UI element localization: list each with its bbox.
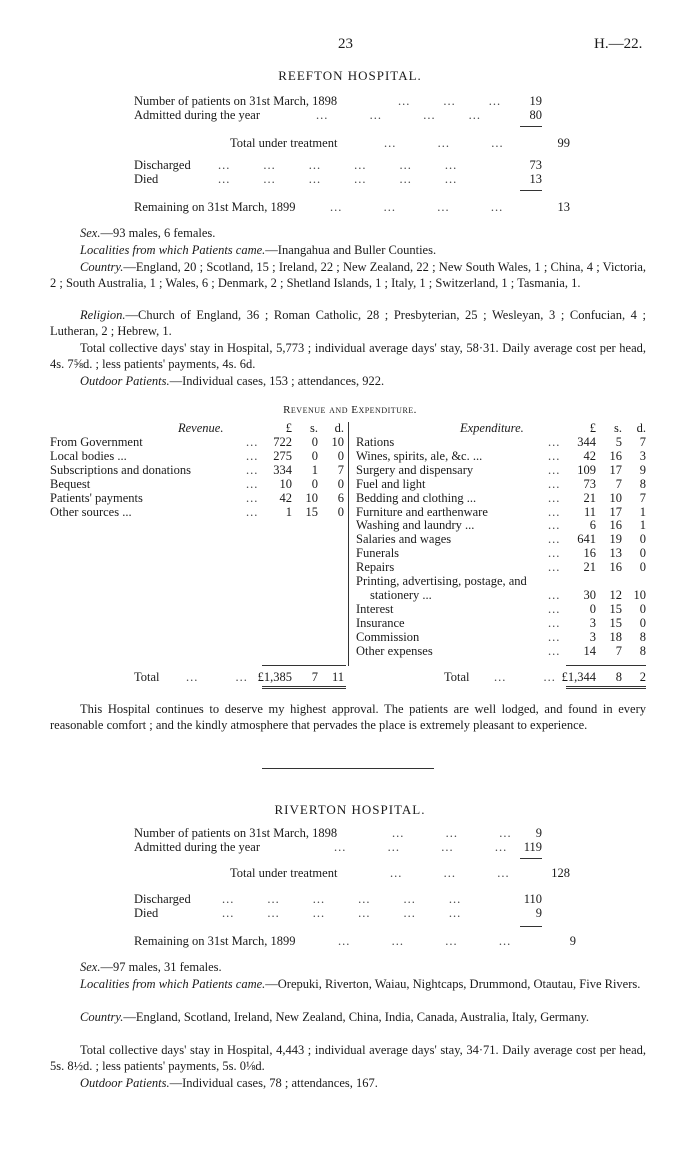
riverton-stay: Total collective days' stay in Hospital, 4,443 ; individual average days' stay, 34·71. Daily average cost per head, 5s. 8½d. ; less patients' payments, 5s. 0⅛d. xyxy=(50,1043,646,1073)
revenue-row-shillings: 0 xyxy=(311,435,318,449)
revenue-row-pounds: 1 xyxy=(285,504,292,519)
reefton-remark: This Hospital continues to deserve my highest approval. The patients are well lodged, and found in every reasonable comfort ; and the kindly atmosphere that pervades the place is extremely pleasant to experience. xyxy=(50,702,646,732)
reefton-patients-start: 19 xyxy=(529,94,542,108)
riverton-died-label: Died xyxy=(134,906,159,920)
expenditure-total-shillings: 8 xyxy=(615,670,622,684)
revenue-row-shillings: 10 xyxy=(305,490,318,505)
expenditure-row-pence: 0 xyxy=(639,532,646,547)
expenditure-row-label: Wines, spirits, ale, &c. ... xyxy=(356,448,483,463)
reefton-discharged-label: Discharged xyxy=(134,158,191,172)
revenue-col-pence: d. xyxy=(334,421,344,435)
revenue-row-pence: 7 xyxy=(337,462,344,477)
expenditure-row-shillings: 7 xyxy=(615,643,622,658)
riverton-admitted-label: Admitted during the year xyxy=(134,840,261,854)
expenditure-row-label: stationery ... xyxy=(370,587,432,602)
reefton-stay: Total collective days' stay in Hospital, 5,773 ; individual average days' stay, 58·31. Daily average cost per head, 4s. 7⅝d. ; less patients' payments, 4s. 6d. xyxy=(50,341,646,371)
expenditure-heading: Expenditure. xyxy=(460,421,524,435)
expenditure-row-pence: 3 xyxy=(639,448,646,463)
expenditure-row-pounds: 3 xyxy=(589,629,596,644)
expenditure-row-shillings: 12 xyxy=(609,587,622,602)
rev-exp-title: Revenue and Expenditure. xyxy=(283,404,417,416)
page-number: 23 xyxy=(338,36,353,52)
expenditure-row-pence: 8 xyxy=(639,629,646,644)
expenditure-row-pounds: 6 xyxy=(589,518,596,533)
reefton-localities: Localities from which Patients came.—Inangahua and Buller Counties. xyxy=(80,243,437,257)
revenue-row-pounds: 10 xyxy=(279,476,292,491)
expenditure-row-shillings: 16 xyxy=(609,560,622,575)
expenditure-row-pence: 10 xyxy=(633,587,646,602)
riverton-title: RIVERTON HOSPITAL. xyxy=(274,802,426,817)
riverton-outdoor: Outdoor Patients.—Individual cases, 78 ; attendances, 167. xyxy=(80,1076,378,1090)
expenditure-row-pounds: 14 xyxy=(583,643,596,658)
reefton-patients-start-label: Number of patients on 31st March, 1898 xyxy=(134,94,338,108)
expenditure-row-pence: 9 xyxy=(639,462,646,477)
reefton-died-label: Died xyxy=(134,172,159,186)
expenditure-row-pence: 0 xyxy=(639,560,646,575)
expenditure-row-label: Repairs xyxy=(356,560,395,575)
revenue-total-pence: 11 xyxy=(331,670,344,684)
revenue-row-shillings: 0 xyxy=(311,448,318,463)
revenue-row-label: Subscriptions and donations xyxy=(50,462,191,477)
reefton-admitted: 80 xyxy=(529,108,542,122)
expenditure-row-label: Interest xyxy=(356,601,394,616)
riverton-sex: Sex.—97 males, 31 females. xyxy=(80,960,222,974)
expenditure-row-pence: 1 xyxy=(639,518,646,533)
expenditure-row-pence: 7 xyxy=(639,490,646,505)
expenditure-row-shillings: 15 xyxy=(609,601,622,616)
riverton-localities: Localities from which Patients came.—Orepuki, Riverton, Waiau, Nightcaps, Drummond, Otautau, Five Rivers. xyxy=(80,977,641,991)
expenditure-total-pounds: £1,344 xyxy=(561,670,596,684)
expenditure-row-label: Washing and laundry ... xyxy=(356,518,475,533)
expenditure-row-label: Commission xyxy=(356,629,420,644)
revenue-total-shillings: 7 xyxy=(311,670,318,684)
expenditure-row-pounds: 21 xyxy=(583,490,596,505)
expenditure-row-label: Other expenses xyxy=(356,643,433,658)
revenue-col-pounds: £ xyxy=(285,421,292,435)
expenditure-row-pounds: 344 xyxy=(577,435,596,449)
expenditure-row-pounds: 109 xyxy=(577,462,596,477)
expenditure-row-pounds: 21 xyxy=(583,560,596,575)
expenditure-row-shillings: 13 xyxy=(609,546,622,561)
section-divider xyxy=(262,768,434,769)
riverton-total: 128 xyxy=(551,866,570,880)
expenditure-row-shillings: 16 xyxy=(609,518,622,533)
expenditure-row-pence: 1 xyxy=(639,504,646,519)
expenditure-row-pence: 8 xyxy=(639,643,646,658)
riverton-discharged: 110 xyxy=(523,892,542,906)
expenditure-row-pounds: 42 xyxy=(583,448,596,463)
revenue-total-pounds: £1,385 xyxy=(257,670,292,684)
reefton-sex: Sex.—93 males, 6 females. xyxy=(80,226,216,240)
expenditure-row-shillings: 16 xyxy=(609,448,622,463)
expenditure-row-shillings: 17 xyxy=(609,462,622,477)
reefton-remaining-label: Remaining on 31st March, 1899 xyxy=(134,200,296,214)
reefton-died: 13 xyxy=(529,172,542,186)
expenditure-row-label: Furniture and earthenware xyxy=(356,504,488,519)
revenue-total-label: Total xyxy=(134,670,160,684)
expenditure-row-label: Funerals xyxy=(356,546,400,561)
riverton-discharged-label: Discharged xyxy=(134,892,191,906)
expenditure-row-pounds: 73 xyxy=(583,476,596,491)
reefton-discharged: 73 xyxy=(529,158,542,172)
expenditure-col-pence: d. xyxy=(636,421,646,435)
expenditure-total-label: Total xyxy=(444,670,470,684)
riverton-country: Country.—England, Scotland, Ireland, New Zealand, China, India, Canada, Australia, Italy, Germany. xyxy=(80,1010,590,1024)
revenue-row-pence: 0 xyxy=(337,448,344,463)
revenue-row-shillings: 15 xyxy=(305,504,318,519)
expenditure-row-label: Surgery and dispensary xyxy=(356,462,474,477)
revenue-row-pounds: 722 xyxy=(273,435,292,449)
riverton-total-label: Total under treatment xyxy=(230,866,338,880)
expenditure-row-pence: 0 xyxy=(639,615,646,630)
revenue-row-pence: 10 xyxy=(331,435,344,449)
expenditure-row-pounds: 641 xyxy=(577,532,596,547)
document-reference: H.—22. xyxy=(594,36,643,52)
reefton-total: 99 xyxy=(557,136,570,150)
expenditure-row-shillings: 5 xyxy=(615,435,622,449)
expenditure-col-pounds: £ xyxy=(589,421,596,435)
revenue-row-label: From Government xyxy=(50,435,143,449)
riverton-died: 9 xyxy=(535,906,542,920)
reefton-total-label: Total under treatment xyxy=(230,136,338,150)
expenditure-row-label: Fuel and light xyxy=(356,476,426,491)
expenditure-row-label: Insurance xyxy=(356,615,405,630)
expenditure-row-pence: 7 xyxy=(639,435,646,449)
riverton-patients-start-label: Number of patients on 31st March, 1898 xyxy=(134,826,338,840)
riverton-patients-start: 9 xyxy=(535,826,542,840)
expenditure-row-label: Rations xyxy=(356,435,395,449)
expenditure-row-shillings: 18 xyxy=(609,629,622,644)
riverton-remaining-label: Remaining on 31st March, 1899 xyxy=(134,934,296,948)
expenditure-row-pence: 8 xyxy=(639,476,646,491)
expenditure-row-pounds: 16 xyxy=(583,546,596,561)
revenue-row-pounds: 275 xyxy=(273,448,292,463)
revenue-row-shillings: 1 xyxy=(311,462,318,477)
revenue-row-pounds: 334 xyxy=(273,462,292,477)
expenditure-row-shillings: 19 xyxy=(609,532,622,547)
revenue-heading: Revenue. xyxy=(178,421,224,435)
expenditure-row-shillings: 7 xyxy=(615,476,622,491)
revenue-row-pence: 0 xyxy=(337,476,344,491)
expenditure-row-shillings: 10 xyxy=(609,490,622,505)
expenditure-row-pence: 0 xyxy=(639,601,646,616)
expenditure-row-label: Salaries and wages xyxy=(356,532,452,547)
revenue-row-label: Patients' payments xyxy=(50,490,143,505)
expenditure-row-shillings: 17 xyxy=(609,504,622,519)
expenditure-row-shillings: 15 xyxy=(609,615,622,630)
reefton-outdoor: Outdoor Patients.—Individual cases, 153 ; attendances, 922. xyxy=(80,374,385,388)
reefton-country: Country.—England, 20 ; Scotland, 15 ; Ireland, 22 ; New Zealand, 22 ; New South Wales, 1 ; China, 4 ; Victoria, 2 ; South Australia, 1 ; Wales, 6 ; Denmark, 2 ; Shetland Islands, 1 ; Italy, 1 ; Switzerland, 1 ; Tasmania, 1. xyxy=(50,260,646,290)
expenditure-row-pounds: 30 xyxy=(583,587,596,602)
reefton-admitted-label: Admitted during the year xyxy=(134,108,261,122)
revenue-col-shillings: s. xyxy=(310,421,318,435)
revenue-row-label: Other sources ... xyxy=(50,504,132,519)
reefton-remaining: 13 xyxy=(557,200,570,214)
reefton-religion: Religion.—Church of England, 36 ; Roman Catholic, 28 ; Presbyterian, 25 ; Wesleyan, 3 ; Confucian, 4 ; Lutheran, 2 ; Hebrew, 1. xyxy=(50,308,646,338)
expenditure-row-label: Bedding and clothing ... xyxy=(356,490,477,505)
revenue-row-shillings: 0 xyxy=(311,476,318,491)
revenue-row-pence: 0 xyxy=(337,504,344,519)
expenditure-col-shillings: s. xyxy=(614,421,622,435)
expenditure-row-label: Printing, advertising, postage, and xyxy=(356,574,527,588)
riverton-remaining: 9 xyxy=(569,934,576,948)
revenue-row-label: Local bodies ... xyxy=(50,448,127,463)
reefton-title: REEFTON HOSPITAL. xyxy=(278,68,422,83)
expenditure-total-pence: 2 xyxy=(639,670,646,684)
revenue-row-label: Bequest xyxy=(50,476,91,491)
expenditure-row-pence: 0 xyxy=(639,546,646,561)
revenue-row-pounds: 42 xyxy=(279,490,292,505)
riverton-admitted: 119 xyxy=(523,840,542,854)
revenue-row-pence: 6 xyxy=(337,490,344,505)
expenditure-row-pounds: 11 xyxy=(583,504,596,519)
expenditure-row-pounds: 0 xyxy=(589,601,596,616)
expenditure-row-pounds: 3 xyxy=(589,615,596,630)
